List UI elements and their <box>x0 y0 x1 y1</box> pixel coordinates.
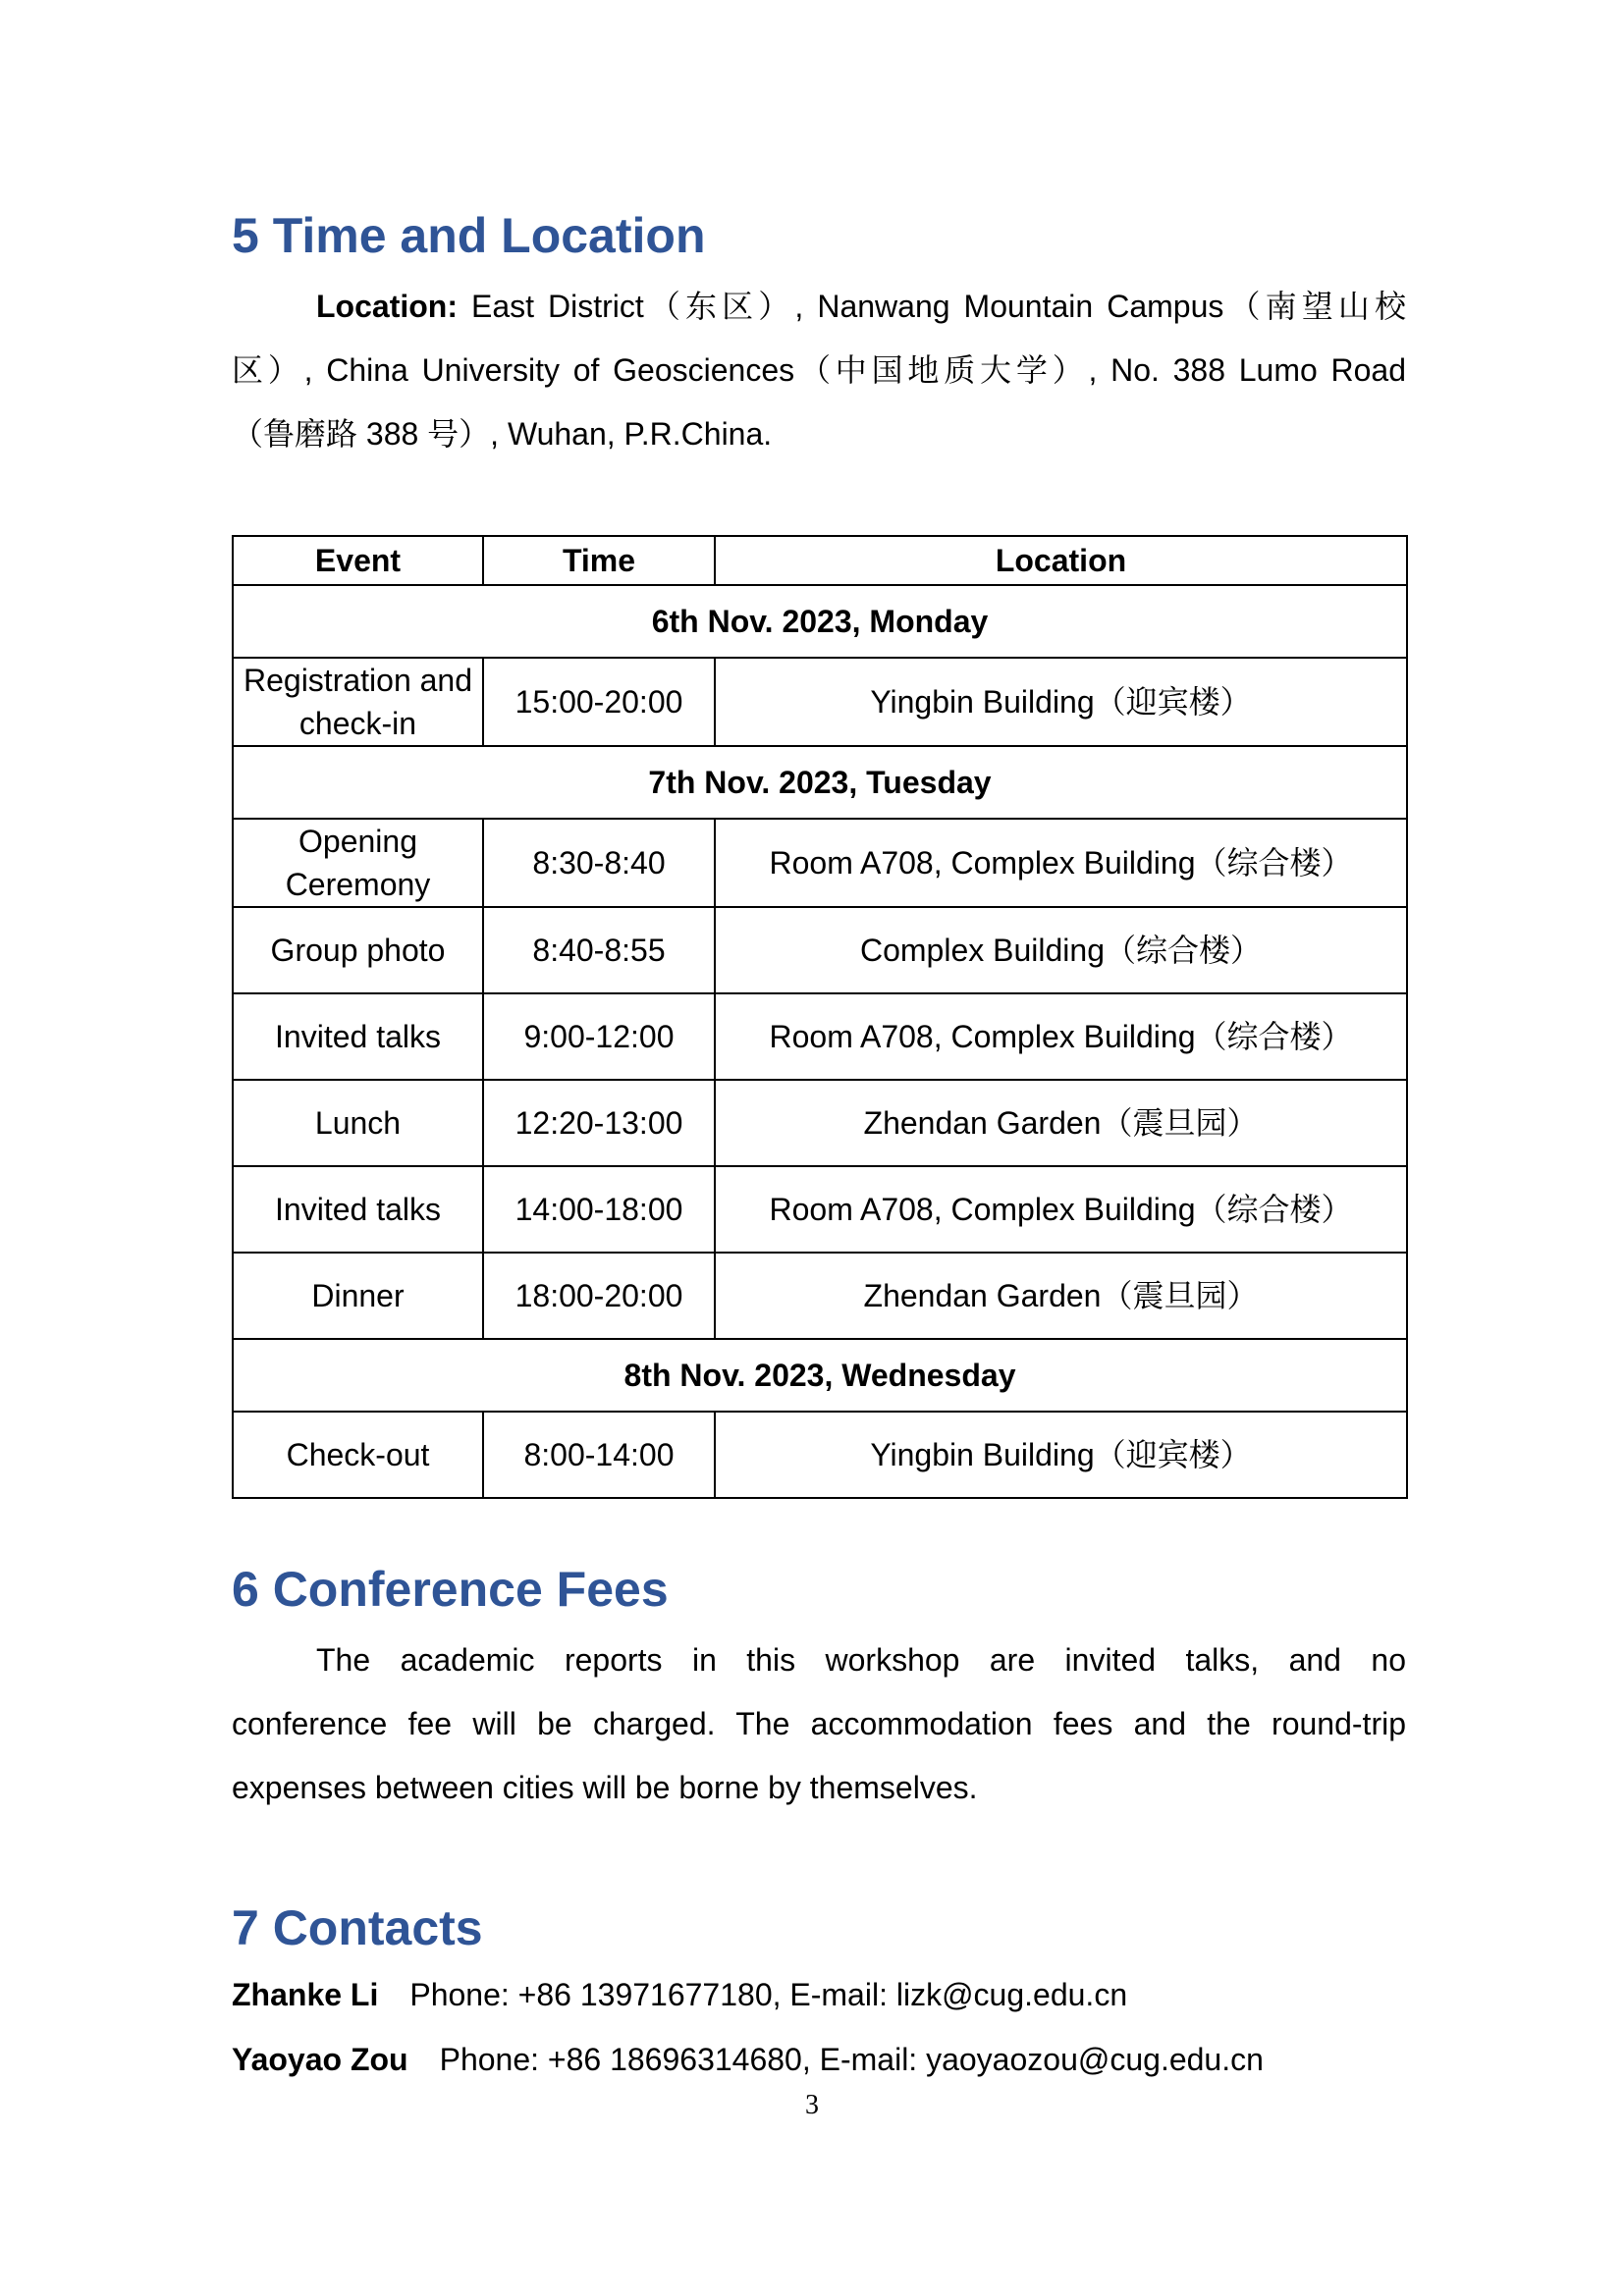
contact-name: Yaoyao Zou <box>232 2042 408 2077</box>
day-row-monday <box>233 585 1407 658</box>
time-cell: 12:20-13:00 <box>483 1080 715 1166</box>
location-label: Location: <box>316 289 458 324</box>
event-cell: Check-out <box>233 1412 483 1498</box>
location-cell: Zhendan Garden（震旦园） <box>715 1080 1407 1166</box>
fees-paragraph-line-3: expenses between cities will be borne by themselves. <box>232 1770 978 1805</box>
event-cell: Dinner <box>233 1253 483 1339</box>
location-cell: Room A708, Complex Building（综合楼） <box>715 993 1407 1080</box>
location-paragraph <box>232 275 1406 466</box>
time-cell: 18:00-20:00 <box>483 1253 715 1339</box>
event-cell: Lunch <box>233 1080 483 1166</box>
section-7-heading: 7 Contacts <box>232 1900 483 1955</box>
event-row-opening-ceremony <box>233 819 1407 907</box>
header-cell-location: Location <box>715 536 1407 585</box>
event-cell: Invited talks <box>233 993 483 1080</box>
header-cell-time: Time <box>483 536 715 585</box>
day-row-tuesday <box>233 746 1407 819</box>
location-cell: Room A708, Complex Building（综合楼） <box>715 1166 1407 1253</box>
location-paragraph-line-2: 区）, China University of Geosciences（中国地质大学）, No. 388 Lumo Road <box>232 352 1406 388</box>
event-row-dinner <box>233 1253 1407 1339</box>
location-paragraph-line-3: （鲁磨路 388 号）, Wuhan, P.R.China. <box>232 416 773 452</box>
event-row-group-photo <box>233 907 1407 993</box>
event-cell: Registration and check-in <box>233 658 483 746</box>
location-cell: Room A708, Complex Building（综合楼） <box>715 819 1407 907</box>
location-cell: Yingbin Building（迎宾楼） <box>715 1412 1407 1498</box>
location-cell: Zhendan Garden（震旦园） <box>715 1253 1407 1339</box>
schedule-header-row <box>233 536 1407 585</box>
time-cell: 9:00-12:00 <box>483 993 715 1080</box>
page-number: 3 <box>805 2090 819 2120</box>
contact-row <box>232 1973 1406 2016</box>
day-label: 7th Nov. 2023, Tuesday <box>233 746 1407 819</box>
fees-paragraph-line-2: conference fee will be charged. The accommodation fees and the round-trip <box>232 1706 1406 1741</box>
contact-info: Phone: +86 18696314680, E-mail: yaoyaozou@cug.edu.cn <box>439 2042 1264 2077</box>
event-row-invited-talks-am <box>233 993 1407 1080</box>
header-cell-event: Event <box>233 536 483 585</box>
day-label: 8th Nov. 2023, Wednesday <box>233 1339 1407 1412</box>
event-row-invited-talks-pm <box>233 1166 1407 1253</box>
contact-row <box>232 2038 1406 2081</box>
page-content <box>232 0 1406 2081</box>
location-line-1-text: East District（东区）, Nanwang Mountain Campus（南望山校 <box>457 289 1406 324</box>
event-cell: Invited talks <box>233 1166 483 1253</box>
fees-paragraph <box>232 1629 1406 1820</box>
time-cell: 15:00-20:00 <box>483 658 715 746</box>
event-row-registration <box>233 658 1407 746</box>
event-cell: Opening Ceremony <box>233 819 483 907</box>
time-cell: 8:00-14:00 <box>483 1412 715 1498</box>
time-cell: 14:00-18:00 <box>483 1166 715 1253</box>
event-row-lunch <box>233 1080 1407 1166</box>
contact-info: Phone: +86 13971677180, E-mail: lizk@cug.edu.cn <box>409 1977 1128 2012</box>
event-row-check-out <box>233 1412 1407 1498</box>
fees-paragraph-line-1: The academic reports in this workshop are invited talks, and no <box>316 1642 1406 1678</box>
day-row-wednesday <box>233 1339 1407 1412</box>
schedule-table <box>232 535 1408 1499</box>
day-label: 6th Nov. 2023, Monday <box>233 585 1407 658</box>
time-cell: 8:40-8:55 <box>483 907 715 993</box>
location-paragraph-line-1 <box>232 275 1406 339</box>
event-cell: Group photo <box>233 907 483 993</box>
location-cell: Complex Building（综合楼） <box>715 907 1407 993</box>
location-cell: Yingbin Building（迎宾楼） <box>715 658 1407 746</box>
section-5-heading: 5 Time and Location <box>232 208 706 263</box>
section-6-heading: 6 Conference Fees <box>232 1562 669 1617</box>
time-cell: 8:30-8:40 <box>483 819 715 907</box>
contact-name: Zhanke Li <box>232 1977 379 2012</box>
